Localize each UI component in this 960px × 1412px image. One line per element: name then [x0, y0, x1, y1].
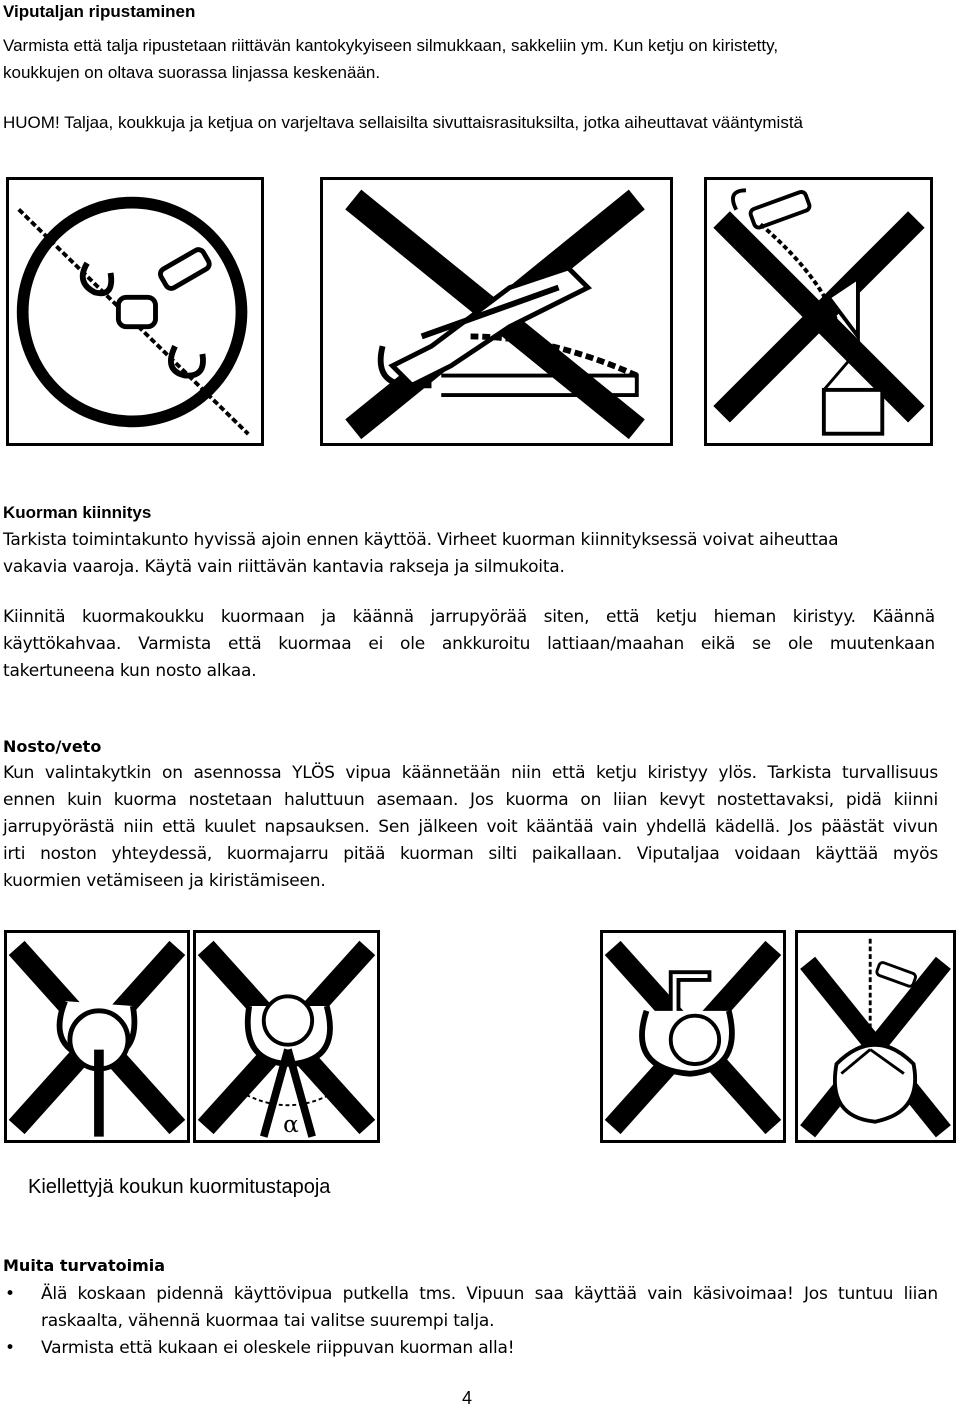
- round-load-illustration: [798, 933, 953, 1140]
- figure-hook-tip-load-forbidden: [4, 930, 190, 1143]
- bullet-2-text: Varmista että kukaan ei oleskele riippuvan kuorman alla!: [41, 1338, 515, 1358]
- load-over-edge-illustration: [707, 180, 930, 443]
- section2-paragraph1: [3, 527, 958, 581]
- figure-round-load-forbidden: [795, 930, 956, 1143]
- alpha-label: α: [283, 1110, 299, 1138]
- section2-p1-line1: Tarkista toimintakunto hyvissä ajoin ennen käyttöä. Virheet kuorman kiinnityksessä voivat aiheuttaa: [3, 530, 839, 550]
- page-number: 4: [462, 1388, 473, 1408]
- section2-paragraph2: [3, 604, 935, 685]
- section3-line5: kuormien vetämiseen ja kiristämiseen.: [3, 871, 326, 891]
- section3-line2: ennen kuin kuorma nostetaan haluttuun asemaan. Jos kuorma on liian kevyt nostettavaksi, pidä kiinni: [3, 790, 938, 810]
- hoist-correct-illustration: [9, 180, 261, 443]
- section2-p2-line2: käyttökahvaa. Varmista että kuormaa ei ole ankkuroitu lattiaan/maahan eikä se ole muutenkaan: [3, 634, 935, 654]
- heading-viputaljan-ripustaminen: Viputaljan ripustaminen: [3, 2, 196, 21]
- figure-hook-correct-alignment: [6, 177, 264, 446]
- section3-line3: jarrupyörästä niin että kuulet napsauksen. Sen jälkeen voit kääntää vain yhdellä kädellä. Jos päästät vivun: [3, 817, 938, 837]
- figure-hook-angle-load-forbidden: [193, 930, 380, 1143]
- section3-line4: irti noston yhteydessä, kuormajarru pitää kuorman silti paikallaan. Viputaljaa voidaan käyttää myös: [3, 844, 938, 864]
- figure-load-over-edge-forbidden: [704, 177, 933, 446]
- bullet-item-1: [3, 1281, 938, 1335]
- bullet-dot-2: •: [5, 1338, 15, 1358]
- safety-bullet-list: [3, 1281, 938, 1362]
- figure-caption: Kiellettyjä koukun kuormitustapoja: [28, 1176, 331, 1198]
- section1-line1: Varmista että talja ripustetaan riittävän kantokykyiseen silmukkaan, sakkeliin ym. Kun ketju on kiristetty,: [3, 36, 779, 55]
- section1-note: [3, 109, 958, 136]
- section1-line2: koukkujen on oltava suorassa linjassa keskenään.: [3, 63, 381, 82]
- section3-line1: Kun valintakytkin on asennossa YLÖS vipua käännetään niin että ketju kiristyy ylös. Tarkista turvallisuus: [3, 763, 938, 783]
- note-prefix: HUOM!: [3, 113, 60, 132]
- section1-text: [3, 32, 958, 86]
- note-text: Taljaa, koukkuja ja ketjua on varjeltava sellaisilta sivuttaisrasituksilta, jotka aiheuttavat vääntymistä: [59, 113, 804, 132]
- figure-hook-on-edge-forbidden: [600, 930, 786, 1143]
- section3-paragraph: [3, 760, 938, 895]
- heading-kuorman-kiinnitys: Kuorman kiinnitys: [3, 503, 152, 522]
- section2-p2-line1: Kiinnitä kuormakoukku kuormaan ja käännä jarrupyörää siten, että ketju hieman kiristyy. Käännä: [3, 607, 935, 627]
- hook-on-edge-illustration: [603, 933, 783, 1140]
- hook-tip-load-illustration: [7, 933, 187, 1140]
- hook-angle-illustration: [196, 933, 377, 1140]
- heading-muita-turvatoimia: Muita turvatoimia: [3, 1256, 166, 1275]
- section2-p2-line3: takertuneena kun nosto alkaa.: [3, 661, 257, 681]
- bullet-dot-1: •: [5, 1284, 15, 1304]
- hoist-side-load-illustration: [323, 180, 670, 443]
- bullet-1-line2: raskaalta, vähennä kuormaa tai valitse suurempi talja.: [41, 1311, 495, 1331]
- section2-p1-line2: vakavia vaaroja. Käytä vain riittävän kantavia rakseja ja silmukoita.: [3, 557, 565, 577]
- bullet-item-2: [3, 1335, 938, 1362]
- heading-nosto-veto: Nosto/veto: [3, 737, 102, 756]
- figure-hoist-side-load-forbidden: [320, 177, 673, 446]
- bullet-1-line1: Älä koskaan pidennä käyttövipua putkella tms. Vipuun saa käyttää vain käsivoimaa! Jos tuntuu liian: [41, 1284, 938, 1304]
